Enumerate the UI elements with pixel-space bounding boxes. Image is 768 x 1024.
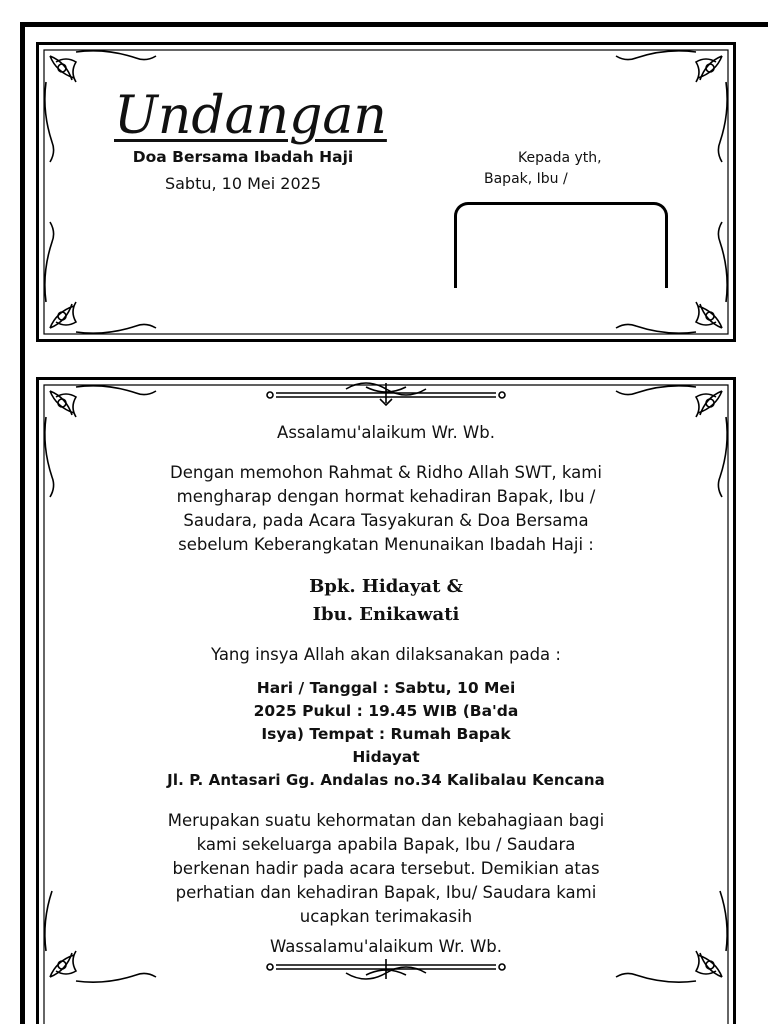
detail-line: Isya) Tempat : Rumah Bapak bbox=[261, 725, 511, 743]
intro-line: Saudara, pada Acara Tasyakuran & Doa Bersama bbox=[183, 511, 589, 530]
event-subtitle: Doa Bersama Ibadah Haji bbox=[132, 148, 354, 166]
sheet-border-left bbox=[20, 22, 25, 1024]
recipient-address-box[interactable] bbox=[454, 202, 668, 288]
event-details bbox=[112, 677, 660, 792]
event-address: Jl. P. Antasari Gg. Andalas no.34 Kalibalau Kencana bbox=[167, 771, 605, 789]
schedule-intro: Yang insya Allah akan dilaksanakan pada : bbox=[211, 645, 561, 664]
farewell: Wassalamu'alaikum Wr. Wb. bbox=[269, 937, 502, 956]
event-date: Sabtu, 10 Mei 2025 bbox=[164, 174, 322, 193]
invitation-card bbox=[36, 377, 736, 1024]
closing-line: berkenan hadir pada acara tersebut. Demikian atas bbox=[172, 859, 600, 878]
host-names bbox=[112, 573, 660, 629]
detail-line: Hari / Tanggal : Sabtu, 10 Mei bbox=[256, 679, 516, 697]
recipient-name: Bapak, Ibu / bbox=[484, 171, 568, 187]
closing-line: ucapkan terimakasih bbox=[299, 907, 473, 926]
intro-line: mengharap dengan hormat kehadiran Bapak, Ibu / bbox=[176, 487, 596, 506]
greeting: Assalamu'alaikum Wr. Wb. bbox=[277, 423, 495, 442]
envelope-card bbox=[36, 42, 736, 342]
closing-line: kami sekeluarga apabila Bapak, Ibu / Saudara bbox=[196, 835, 576, 854]
intro-line: Dengan memohon Rahmat & Ridho Allah SWT, kami bbox=[170, 463, 602, 482]
closing-line: Merupakan suatu kehormatan dan kebahagiaan bagi bbox=[167, 811, 605, 830]
closing-line: perhatian dan kehadiran Bapak, Ibu/ Saudara kami bbox=[175, 883, 597, 902]
detail-line: 2025 Pukul : 19.45 WIB (Ba'da bbox=[253, 702, 519, 720]
sheet-border-top bbox=[20, 22, 768, 27]
host-name: Ibu. Enikawati bbox=[312, 604, 460, 625]
intro-paragraph bbox=[112, 461, 660, 557]
intro-line: sebelum Keberangkatan Menunaikan Ibadah Haji : bbox=[178, 535, 594, 554]
recipient-label: Kepada yth, bbox=[518, 150, 602, 166]
detail-line: Hidayat bbox=[352, 748, 420, 766]
invitation-title: Undangan bbox=[114, 86, 387, 146]
closing-paragraph bbox=[112, 809, 660, 929]
host-name: Bpk. Hidayat & bbox=[309, 576, 463, 597]
